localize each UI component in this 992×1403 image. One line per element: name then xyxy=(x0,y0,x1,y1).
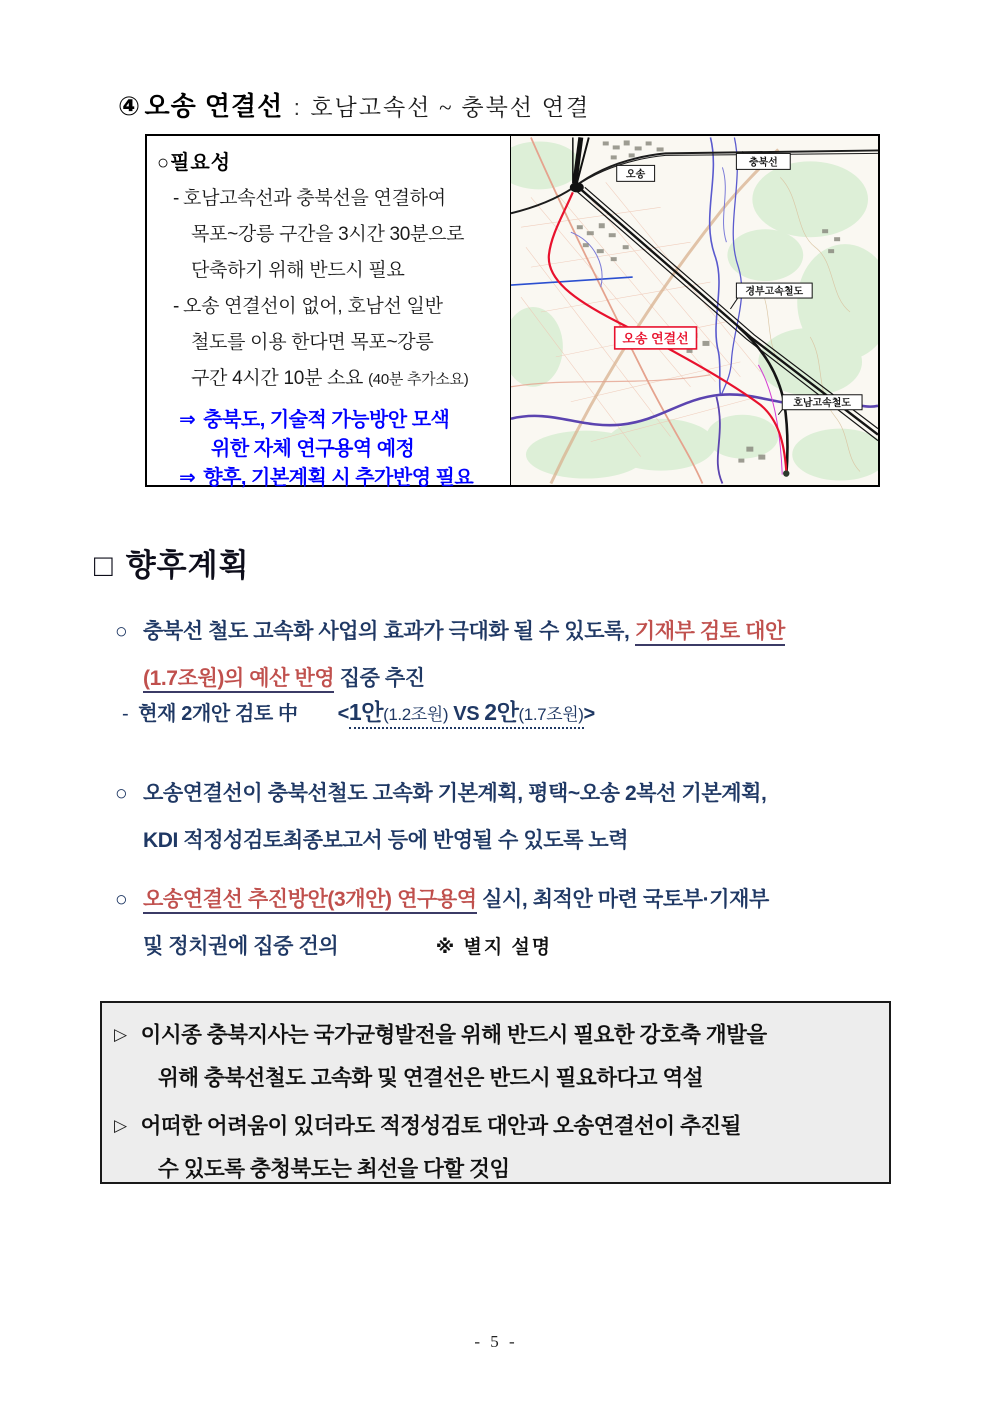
map-label-osong-text: 오송 xyxy=(626,169,646,181)
triangle-bullet-icon: ▷ xyxy=(114,1116,127,1135)
necessity-item-2-note: (40분 추가소요) xyxy=(368,371,469,388)
map-label-osong xyxy=(617,165,655,181)
dash-bullet-icon: - xyxy=(173,188,180,209)
title-colon: : xyxy=(293,95,300,120)
bullet-3-reference-note: ※ 별지 설명 xyxy=(435,937,553,958)
summary-item-2-line-2: 수 있도록 충청북도는 최선을 다할 것임 xyxy=(158,1157,510,1181)
necessity-item-2-line-1 xyxy=(155,289,506,325)
necessity-box xyxy=(145,134,880,487)
summary-item-2-text-1: 어떠한 어려움이 있더라도 적정성검토 대안과 오송연결선이 추진될 xyxy=(140,1114,741,1138)
map-label-honam-text: 호남고속철도 xyxy=(793,398,852,410)
necessity-heading-text: 필요성 xyxy=(170,152,232,174)
map-label-chungbuk xyxy=(736,151,790,169)
section-title xyxy=(118,86,590,123)
circle-bullet-icon: ○ xyxy=(115,782,128,805)
bullet-3-line-1 xyxy=(115,876,925,923)
conclusion-1 xyxy=(155,406,506,464)
angle-close: > xyxy=(583,703,595,725)
conclusion-2-text-1: 향후, 기본계획 시 추가반영 필요 xyxy=(203,467,474,489)
circle-bullet-icon: ○ xyxy=(115,620,128,643)
bullet-3-text-2: 및 정치권에 집중 건의 xyxy=(143,935,339,958)
future-plan-sub-bullet xyxy=(122,694,595,733)
section-number: ④ xyxy=(118,91,141,121)
summary-item-1 xyxy=(114,1013,877,1100)
summary-item-1-text-1: 이시종 충북지사는 국가균형발전을 위해 반드시 필요한 강호축 개발을 xyxy=(140,1023,767,1047)
future-plan-header-text: 향후계획 xyxy=(125,548,250,583)
circle-bullet-icon: ○ xyxy=(115,888,128,911)
necessity-item-1-text-1: 호남고속선과 충북선을 연결하여 xyxy=(183,188,446,209)
summary-item-1-line-2: 위해 충북선철도 고속화 및 연결선은 반드시 필요하다고 역설 xyxy=(158,1066,704,1090)
future-plan-bullet-2 xyxy=(115,770,925,864)
map-label-osong-link-text: 오송 연결선 xyxy=(622,330,689,346)
bullet-3-text-navy: 실시, 최적안 마련 국토부·기재부 xyxy=(482,888,769,911)
necessity-heading xyxy=(157,146,506,175)
arrow-right-icon: ⇒ xyxy=(179,409,196,431)
bullet-1-text-red-2: (1.7조원)의 예산 반영 xyxy=(143,667,334,693)
section-subtitle: 호남고속선 ~ 충북선 연결 xyxy=(310,95,591,120)
summary-item-2-line-1 xyxy=(114,1104,877,1148)
triangle-bullet-icon: ▷ xyxy=(114,1025,127,1044)
conclusion-1-line-2: 위한 자체 연구용역 예정 xyxy=(211,438,415,460)
bullet-1-line-1 xyxy=(115,608,925,655)
page-number: - 5 - xyxy=(474,1332,518,1351)
angle-open: < xyxy=(337,703,349,725)
map-label-osong-link xyxy=(615,327,697,349)
conclusion-1-line-1 xyxy=(155,406,506,435)
map-line-end-dot xyxy=(783,470,789,476)
map-panel xyxy=(510,136,878,485)
arrow-right-icon: ⇒ xyxy=(179,467,196,489)
bullet-2-text-1: 오송연결선이 충북선철도 고속화 기본계획, 평택~오송 2복선 기본계획, xyxy=(143,782,767,805)
option-1: 1안 xyxy=(348,699,384,725)
square-bullet-icon: □ xyxy=(94,548,114,583)
option-1-cost: (1.2조원) xyxy=(383,705,449,724)
summary-item-1-line-1 xyxy=(114,1013,877,1057)
bullet-1-text-navy: 충북선 철도 고속화 사업의 효과가 극대화 될 수 있도록, xyxy=(143,620,630,643)
option-2: 2안 xyxy=(484,699,519,725)
sub-bullet-lead: 현재 2개안 검토 中 xyxy=(138,703,298,725)
railway-map xyxy=(511,136,878,485)
necessity-item-1-line-3: 단축하기 위해 반드시 필요 xyxy=(191,260,405,281)
summary-item-2 xyxy=(114,1104,877,1191)
necessity-item-1-line-1 xyxy=(155,181,506,217)
map-label-gyeongbu-text: 경부고속철도 xyxy=(745,286,804,298)
necessity-text-panel xyxy=(147,136,510,489)
circle-bullet-icon: ○ xyxy=(157,152,171,174)
future-plan-bullet-1 xyxy=(115,608,925,702)
necessity-item-2-text-3: 구간 4시간 10분 소요 xyxy=(191,368,364,389)
bullet-2-line-2: KDI 적정성검토최종보고서 등에 반영될 수 있도록 노력 xyxy=(143,829,629,852)
necessity-item-2-line-3 xyxy=(155,361,506,398)
bullet-1-text-navy-2: 집중 추진 xyxy=(339,667,425,690)
vs-text: VS xyxy=(448,703,485,725)
necessity-item-2-text-1: 오송 연결선이 없어, 호남선 일반 xyxy=(183,296,443,317)
necessity-item-2-line-2: 철도를 이용 한다면 목포~강릉 xyxy=(191,332,434,353)
future-plan-bullet-3 xyxy=(115,876,925,971)
necessity-item-1-line-2: 목포~강릉 구간을 3시간 30분으로 xyxy=(191,224,465,245)
conclusion-2 xyxy=(155,464,506,493)
bullet-2-line-1 xyxy=(115,770,925,817)
conclusion-1-text-1: 충북도, 기술적 가능방안 모색 xyxy=(203,409,450,431)
map-label-chungbuk-text: 충북선 xyxy=(748,157,778,169)
necessity-item-1 xyxy=(155,181,506,289)
dash-bullet-icon: - xyxy=(173,296,180,317)
dash-bullet-icon: - xyxy=(122,703,129,725)
bullet-1-text-red-1: 기재부 검토 대안 xyxy=(635,620,785,646)
options-comparison xyxy=(348,699,584,729)
conclusion-2-line-1 xyxy=(155,464,506,493)
bullet-3-line-2 xyxy=(115,923,925,971)
bullet-3-text-red: 오송연결선 추진방안(3개안) 연구용역 xyxy=(143,888,477,914)
necessity-item-2 xyxy=(155,289,506,398)
summary-box xyxy=(100,1001,891,1184)
option-2-cost: (1.7조원) xyxy=(518,705,584,724)
section-title-text: 오송 연결선 xyxy=(144,91,284,121)
necessity-conclusions xyxy=(155,406,506,493)
future-plan-header xyxy=(94,540,250,585)
